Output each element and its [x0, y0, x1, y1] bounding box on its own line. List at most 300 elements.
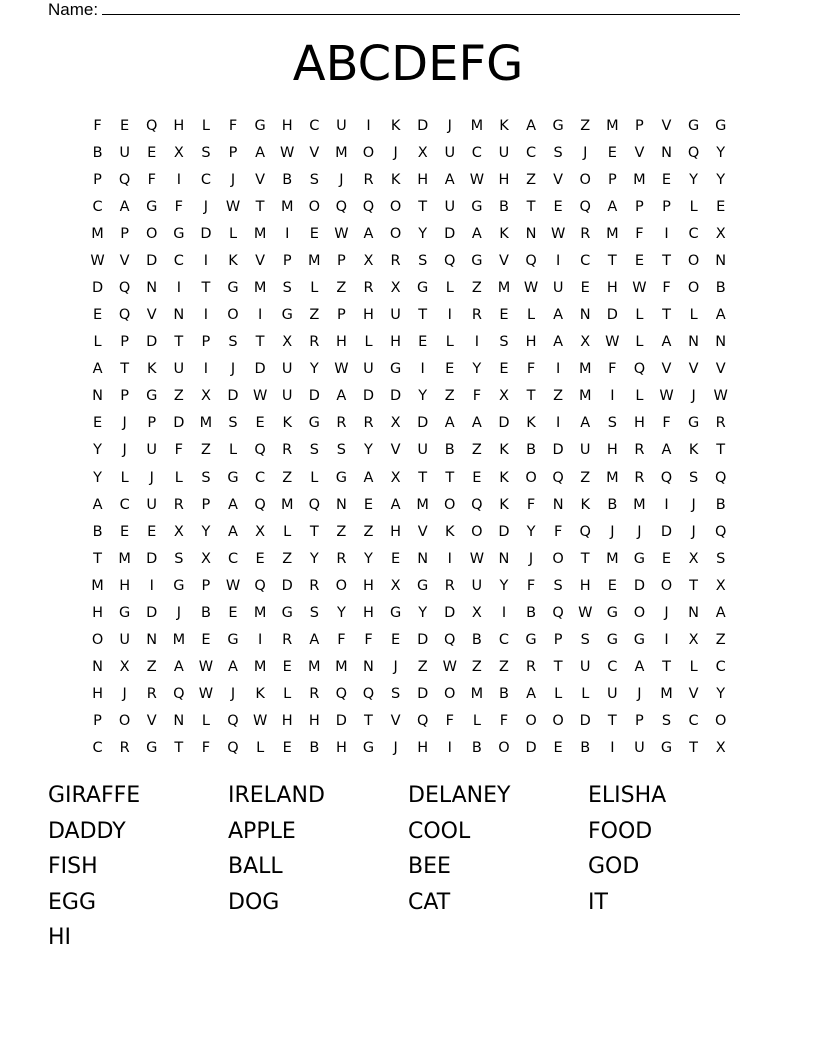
grid-letter: E	[282, 659, 292, 676]
grid-letter: V	[390, 442, 401, 459]
grid-row	[84, 112, 734, 139]
grid-letter: I	[257, 307, 263, 324]
grid-letter: E	[120, 117, 130, 134]
grid-letter: K	[499, 117, 509, 134]
grid-letter: D	[552, 442, 564, 459]
grid-letter: T	[201, 280, 211, 296]
grid-letter: R	[471, 307, 482, 324]
grid-letter: E	[499, 307, 509, 324]
grid-letter: Q	[173, 686, 185, 703]
grid-letter: G	[471, 198, 483, 215]
grid-letter: X	[417, 144, 428, 161]
grid-letter: Q	[660, 469, 673, 486]
grid-letter: D	[444, 604, 456, 621]
grid-letter: F	[662, 280, 671, 296]
grid-letter: S	[418, 252, 428, 269]
grid-letter: A	[444, 171, 455, 188]
grid-letter: I	[447, 550, 452, 567]
grid-letter: Y	[716, 686, 726, 703]
grid-letter: Q	[471, 496, 483, 513]
grid-letter: M	[91, 225, 104, 242]
grid-letter: H	[363, 307, 374, 324]
grid-letter: V	[661, 361, 672, 378]
grid-letter: G	[633, 632, 646, 649]
grid-letter: F	[608, 361, 617, 378]
grid-letter: C	[119, 496, 130, 513]
grid-letter: M	[606, 225, 619, 242]
grid-letter: L	[228, 442, 238, 459]
grid-letter: Q	[146, 117, 158, 134]
grid-letter: U	[579, 442, 591, 459]
grid-letter: A	[607, 198, 618, 215]
grid-row	[84, 139, 734, 166]
grid-letter: F	[526, 496, 536, 513]
grid-letter: F	[228, 117, 238, 134]
grid-letter: R	[363, 280, 374, 296]
grid-letter: I	[664, 632, 669, 649]
name-blank-line	[102, 0, 740, 15]
grid-letter: A	[228, 659, 238, 676]
grid-letter: U	[390, 307, 401, 324]
grid-letter: X	[200, 388, 211, 405]
grid-letter: F	[662, 415, 671, 432]
grid-letter: I	[366, 117, 371, 134]
grid-letter: U	[119, 632, 130, 649]
grid-letter: P	[337, 307, 346, 324]
grid-letter: X	[580, 334, 591, 351]
grid-letter: A	[526, 117, 536, 134]
grid-letter: T	[662, 252, 671, 269]
grid-letter: F	[553, 523, 563, 540]
word-list-item: BALL	[228, 854, 283, 879]
grid-letter: A	[715, 604, 726, 621]
grid-row	[84, 518, 734, 545]
grid-letter: Q	[254, 496, 266, 513]
grid-letter: U	[146, 496, 158, 513]
grid-letter: V	[715, 361, 726, 378]
grid-letter: S	[228, 415, 238, 432]
grid-letter: J	[149, 469, 154, 486]
grid-letter: Z	[715, 632, 726, 649]
grid-letter: E	[255, 415, 265, 432]
grid-letter: H	[281, 713, 293, 730]
grid-letter: A	[119, 198, 130, 215]
grid-letter: I	[610, 388, 615, 405]
grid-letter: G	[687, 415, 700, 432]
grid-letter: T	[526, 388, 536, 405]
grid-letter: I	[474, 334, 479, 351]
grid-letter: O	[525, 469, 537, 486]
grid-letter: A	[363, 225, 374, 242]
grid-letter: C	[309, 117, 320, 134]
grid-letter: D	[362, 388, 375, 405]
grid-letter: E	[607, 144, 617, 161]
grid-letter: G	[281, 604, 293, 621]
grid-letter: T	[689, 740, 699, 757]
grid-letter: V	[417, 523, 428, 540]
grid-letter: U	[607, 686, 618, 703]
grid-letter: T	[526, 198, 536, 215]
grid-letter: R	[715, 415, 726, 432]
grid-letter: B	[498, 198, 509, 215]
grid-letter: E	[363, 496, 374, 513]
grid-letter: J	[230, 361, 236, 378]
grid-letter: O	[308, 198, 320, 215]
grid-letter: C	[715, 659, 726, 676]
grid-letter: M	[335, 659, 348, 676]
grid-letter: W	[659, 388, 674, 405]
grid-letter: B	[580, 740, 591, 757]
grid-letter: P	[607, 171, 617, 188]
grid-letter: I	[556, 415, 561, 432]
grid-letter: R	[309, 577, 320, 594]
grid-letter: T	[580, 550, 590, 567]
grid-letter: V	[390, 713, 401, 730]
grid-letter: T	[255, 334, 265, 351]
grid-letter: B	[526, 442, 537, 459]
grid-row	[84, 599, 734, 626]
grid-letter: S	[174, 550, 184, 567]
grid-letter: J	[691, 496, 696, 513]
grid-letter: U	[552, 280, 564, 296]
grid-letter: D	[417, 117, 429, 134]
grid-letter: X	[390, 280, 401, 296]
grid-letter: Y	[364, 550, 373, 567]
grid-letter: F	[174, 198, 183, 215]
grid-letter: M	[416, 496, 429, 513]
grid-letter: Z	[363, 523, 374, 540]
grid-letter: A	[471, 415, 482, 432]
letter-grid	[84, 112, 734, 762]
grid-letter: M	[335, 144, 348, 161]
grid-letter: K	[499, 225, 509, 242]
grid-letter: P	[662, 198, 671, 215]
name-label: Name:	[48, 0, 99, 19]
word-list-item: HI	[48, 925, 72, 950]
grid-letter: K	[526, 415, 536, 432]
grid-letter: I	[203, 252, 209, 269]
grid-letter: L	[527, 307, 536, 324]
grid-letter: G	[417, 280, 429, 296]
grid-letter: O	[444, 686, 456, 703]
grid-letter: N	[363, 659, 374, 676]
grid-letter: G	[173, 577, 185, 594]
grid-letter: B	[715, 280, 726, 296]
grid-letter: M	[660, 686, 673, 703]
grid-letter: W	[578, 604, 593, 621]
grid-letter: P	[93, 171, 102, 188]
grid-row	[84, 626, 734, 653]
grid-letter: Q	[254, 577, 266, 594]
word-list-item: BEE	[408, 854, 451, 879]
grid-letter: M	[253, 659, 267, 676]
grid-letter: P	[201, 577, 211, 594]
word-list-item: GIRAFFE	[48, 783, 141, 808]
word-list-item: IRELAND	[228, 783, 325, 808]
grid-letter: H	[335, 740, 347, 757]
grid-letter: U	[363, 361, 374, 378]
grid-letter: G	[335, 469, 348, 486]
grid-letter: G	[281, 307, 293, 324]
grid-letter: U	[281, 361, 293, 378]
grid-letter: Z	[526, 171, 537, 188]
grid-letter: W	[523, 280, 539, 296]
grid-letter: P	[635, 713, 644, 730]
grid-letter: V	[146, 713, 157, 730]
word-list	[48, 778, 768, 956]
grid-letter: O	[498, 740, 510, 757]
grid-letter: W	[605, 334, 620, 351]
grid-letter: Q	[227, 713, 239, 730]
grid-letter: Z	[580, 117, 591, 134]
grid-letter: Q	[335, 198, 348, 215]
grid-letter: V	[553, 171, 564, 188]
grid-letter: P	[553, 632, 563, 649]
grid-letter: H	[606, 280, 618, 296]
grid-letter: D	[227, 388, 239, 405]
grid-row	[84, 410, 734, 437]
grid-letter: X	[688, 550, 699, 567]
grid-letter: G	[715, 117, 727, 134]
grid-letter: R	[580, 225, 591, 242]
grid-letter: I	[176, 171, 181, 188]
grid-letter: Q	[579, 198, 591, 215]
grid-letter: Q	[335, 686, 348, 703]
grid-letter: T	[607, 713, 617, 730]
grid-letter: P	[147, 415, 157, 432]
grid-letter: E	[580, 280, 590, 296]
grid-letter: H	[606, 442, 618, 459]
grid-letter: T	[662, 307, 671, 324]
grid-row	[84, 166, 734, 193]
grid-letter: Z	[471, 280, 482, 296]
grid-letter: J	[230, 686, 236, 703]
grid-letter: I	[447, 740, 452, 757]
grid-letter: C	[498, 632, 510, 649]
grid-letter: N	[146, 280, 158, 296]
grid-letter: L	[310, 280, 319, 296]
grid-letter: I	[285, 225, 290, 242]
grid-letter: R	[363, 415, 374, 432]
grid-letter: E	[390, 550, 401, 567]
grid-letter: E	[147, 144, 157, 161]
grid-letter: I	[556, 361, 561, 378]
grid-letter: L	[635, 307, 644, 324]
grid-letter: U	[119, 144, 130, 161]
grid-letter: H	[363, 577, 374, 594]
grid-letter: G	[254, 117, 266, 134]
grid-letter: E	[553, 740, 563, 757]
grid-letter: J	[583, 144, 588, 161]
grid-letter: O	[362, 144, 375, 161]
grid-letter: Q	[308, 496, 320, 513]
word-list-item: IT	[588, 889, 608, 915]
grid-letter: C	[525, 144, 537, 161]
grid-letter: E	[92, 307, 103, 324]
grid-letter: R	[363, 171, 374, 188]
grid-letter: X	[471, 604, 482, 621]
grid-letter: C	[607, 659, 618, 676]
grid-letter: S	[553, 577, 563, 594]
grid-letter: P	[201, 496, 211, 513]
grid-letter: T	[255, 198, 265, 215]
grid-letter: Q	[552, 604, 564, 621]
grid-letter: F	[337, 632, 346, 649]
grid-letter: A	[363, 469, 374, 486]
grid-letter: A	[553, 334, 564, 351]
grid-letter: Y	[526, 523, 536, 540]
grid-letter: S	[580, 632, 590, 649]
grid-letter: L	[554, 686, 563, 703]
grid-letter: U	[498, 144, 510, 161]
grid-letter: R	[173, 496, 184, 513]
grid-letter: F	[635, 225, 644, 242]
grid-letter: N	[661, 144, 672, 161]
grid-letter: M	[633, 496, 646, 513]
grid-letter: D	[146, 252, 158, 269]
grid-letter: H	[498, 171, 510, 188]
grid-letter: E	[228, 604, 238, 621]
grid-letter: A	[471, 225, 482, 242]
grid-letter: B	[92, 523, 103, 540]
grid-letter: R	[282, 632, 293, 649]
grid-letter: Y	[418, 388, 428, 405]
grid-letter: M	[308, 252, 321, 269]
grid-letter: V	[255, 252, 266, 269]
grid-letter: S	[716, 550, 726, 567]
grid-letter: T	[662, 659, 671, 676]
grid-letter: R	[444, 577, 455, 594]
grid-letter: E	[661, 171, 672, 188]
grid-letter: I	[447, 307, 452, 324]
grid-letter: Z	[417, 659, 428, 676]
grid-letter: Q	[118, 307, 131, 324]
grid-letter: Z	[336, 523, 347, 540]
grid-letter: J	[637, 686, 642, 703]
grid-letter: P	[120, 334, 130, 351]
grid-letter: O	[525, 713, 537, 730]
grid-letter: Y	[93, 469, 102, 486]
grid-letter: M	[470, 686, 484, 703]
grid-letter: M	[606, 117, 619, 134]
grid-row	[84, 193, 734, 220]
grid-letter: T	[607, 252, 617, 269]
grid-letter: L	[283, 686, 292, 703]
grid-letter: C	[580, 252, 591, 269]
grid-letter: L	[256, 740, 265, 757]
grid-letter: U	[444, 144, 456, 161]
grid-letter: F	[201, 740, 211, 757]
grid-letter: Y	[689, 171, 699, 188]
grid-letter: T	[445, 469, 455, 486]
grid-letter: M	[280, 496, 294, 513]
grid-letter: R	[119, 740, 130, 757]
grid-letter: O	[389, 225, 402, 242]
grid-letter: M	[172, 632, 186, 649]
grid-letter: X	[715, 225, 726, 242]
grid-letter: N	[335, 496, 347, 513]
grid-letter: L	[581, 686, 590, 703]
grid-letter: D	[146, 334, 158, 351]
grid-letter: H	[525, 334, 537, 351]
grid-letter: P	[120, 225, 130, 242]
grid-letter: T	[120, 361, 130, 378]
grid-letter: A	[390, 496, 401, 513]
grid-letter: R	[309, 334, 320, 351]
name-field	[48, 0, 740, 20]
grid-letter: O	[579, 171, 591, 188]
grid-letter: I	[664, 225, 669, 242]
grid-letter: L	[635, 388, 644, 405]
grid-row	[84, 491, 734, 518]
grid-letter: W	[198, 659, 214, 676]
grid-letter: Q	[633, 361, 646, 378]
grid-letter: T	[716, 442, 726, 459]
grid-letter: H	[417, 740, 429, 757]
grid-letter: E	[499, 361, 509, 378]
grid-letter: S	[309, 171, 319, 188]
grid-letter: U	[336, 117, 347, 134]
grid-letter: Q	[362, 686, 375, 703]
grid-letter: Z	[580, 469, 591, 486]
grid-letter: D	[417, 632, 429, 649]
grid-letter: F	[364, 632, 373, 649]
grid-letter: G	[146, 388, 158, 405]
grid-letter: Q	[254, 442, 266, 459]
grid-letter: M	[606, 550, 619, 567]
grid-row	[84, 220, 734, 247]
word-list-item: GOD	[588, 854, 640, 879]
grid-letter: N	[173, 713, 185, 730]
grid-letter: N	[92, 659, 103, 676]
grid-letter: M	[253, 604, 267, 621]
grid-letter: L	[174, 469, 183, 486]
grid-letter: U	[146, 442, 158, 459]
grid-letter: V	[146, 307, 157, 324]
grid-letter: O	[552, 550, 564, 567]
grid-letter: I	[203, 307, 209, 324]
grid-letter: M	[633, 171, 646, 188]
grid-letter: V	[634, 144, 645, 161]
grid-letter: O	[633, 604, 646, 621]
grid-letter: L	[364, 334, 373, 351]
grid-letter: Z	[173, 388, 184, 405]
grid-letter: Z	[309, 307, 320, 324]
grid-letter: W	[252, 713, 268, 730]
grid-letter: W	[469, 171, 485, 188]
word-list-item: COOL	[408, 818, 471, 844]
grid-letter: Y	[716, 144, 726, 161]
grid-letter: F	[147, 171, 156, 188]
grid-letter: J	[122, 686, 127, 703]
word-list-item: APPLE	[228, 818, 296, 844]
grid-letter: J	[691, 523, 696, 540]
grid-letter: S	[336, 442, 346, 459]
grid-letter: A	[444, 415, 455, 432]
grid-letter: X	[715, 740, 726, 757]
grid-letter: T	[418, 469, 428, 486]
grid-letter: Y	[309, 550, 319, 567]
grid-letter: H	[390, 334, 402, 351]
grid-letter: N	[498, 550, 510, 567]
grid-letter: Z	[146, 659, 157, 676]
grid-letter: M	[253, 280, 267, 296]
grid-row	[84, 356, 734, 383]
grid-letter: K	[580, 496, 590, 513]
grid-letter: O	[687, 252, 700, 269]
grid-letter: Q	[118, 171, 131, 188]
grid-letter: L	[93, 334, 102, 351]
